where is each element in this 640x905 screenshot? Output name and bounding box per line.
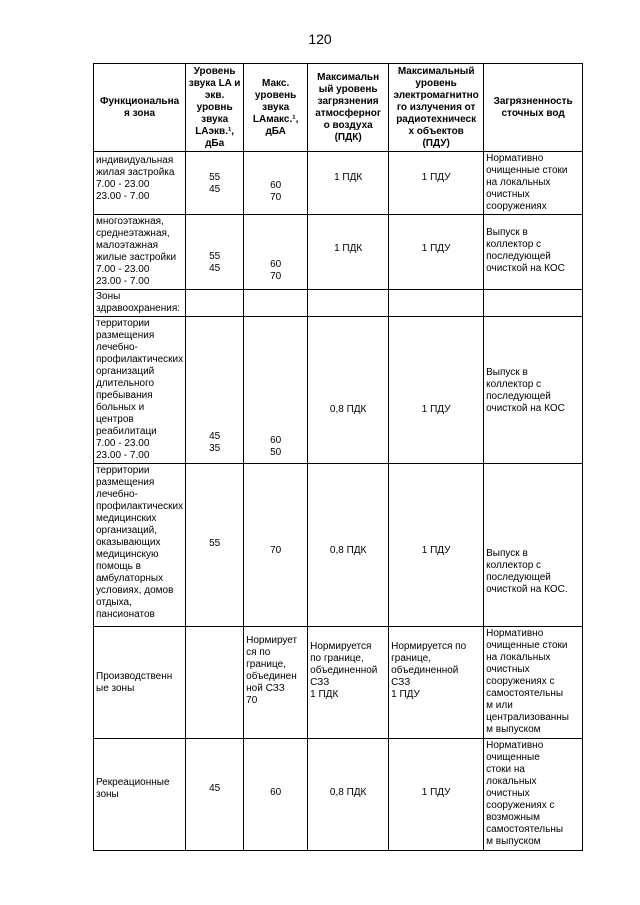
cell-line: условиях, домов xyxy=(96,585,174,596)
cell-line: очищенные xyxy=(486,752,540,763)
cell-line: 35 xyxy=(209,443,221,454)
cell-line: реабилитаци xyxy=(96,426,157,437)
cell-line: по границе, xyxy=(310,653,364,664)
cell-line: индивидуальная xyxy=(96,155,174,166)
cell-line: 1 ПДУ xyxy=(421,172,451,183)
cell-line: о воздуха xyxy=(323,119,373,131)
cell-line: коллектор с xyxy=(486,239,542,250)
page-number: 120 xyxy=(308,31,332,47)
cell-line: Нормируется по xyxy=(391,641,467,652)
cell-line: ый уровень xyxy=(318,83,378,95)
cell-line: ся по xyxy=(246,647,271,658)
header-air-pollution xyxy=(308,64,389,152)
cell-line: центров xyxy=(96,414,134,425)
cell-line: 1 ПДК xyxy=(334,243,363,254)
emr-cell xyxy=(389,464,484,627)
cell-line: 0,8 ПДК xyxy=(329,787,367,798)
cell-line: 55 xyxy=(209,538,221,549)
cell-line: коллектор с xyxy=(486,560,542,571)
header-wastewater xyxy=(484,64,583,152)
cell-line: возможным xyxy=(486,812,540,823)
cell-line: стоки на xyxy=(486,764,525,775)
cell-line: звука xyxy=(262,101,290,113)
cell-line: экв. xyxy=(204,89,225,101)
cell-line: оказывающих xyxy=(96,537,161,548)
cell-line: очистных xyxy=(486,664,530,675)
water-cell xyxy=(484,739,583,851)
cell-line: атмосферног xyxy=(315,107,382,119)
water-cell xyxy=(484,627,583,739)
cell-line: больных и xyxy=(96,402,145,413)
emr-cell xyxy=(389,215,484,290)
cell-line: Производственн xyxy=(96,671,173,682)
emr-cell xyxy=(389,739,484,851)
cell-line: сооружениях с xyxy=(486,676,555,687)
cell-line: я зона xyxy=(124,107,156,119)
cell-line: уровень xyxy=(415,77,457,89)
cell-line: Нормируется xyxy=(310,641,372,652)
cell-line: последующей xyxy=(486,391,551,402)
cell-line: централизованны xyxy=(486,712,569,723)
cell-line: очистных xyxy=(486,788,530,799)
cell-line: очищенные стоки xyxy=(486,640,568,651)
cell-line: 60 xyxy=(270,787,282,798)
cell-line: очисткой на КОС xyxy=(486,263,565,274)
cell-line: (ПДК) xyxy=(334,131,362,143)
emr-cell xyxy=(389,317,484,464)
cell-line: 70 xyxy=(270,545,282,556)
cell-line: жилые застройки xyxy=(96,252,177,263)
cell-line: медицинскую xyxy=(96,549,159,560)
water-cell xyxy=(484,152,583,215)
cell-line: на локальных xyxy=(486,177,551,188)
emr-cell xyxy=(389,152,484,215)
la-eq-cell xyxy=(186,317,244,464)
table-row xyxy=(94,627,583,739)
cell-line: размещения xyxy=(96,330,155,341)
cell-line: 0,8 ПДК xyxy=(329,545,367,556)
cell-line: пребывания xyxy=(96,390,153,401)
cell-line: отдыха, xyxy=(96,597,132,608)
header-row xyxy=(94,64,583,152)
cell-line: профилактических xyxy=(96,354,184,365)
la-max-cell xyxy=(244,317,308,464)
cell-line: 1 ПДУ xyxy=(421,404,451,415)
cell-line: 7.00 - 23.00 xyxy=(96,264,150,275)
cell-line: 23.00 - 7.00 xyxy=(96,191,150,202)
cell-line: Выпуск в xyxy=(486,548,528,559)
cell-line: коллектор с xyxy=(486,379,542,390)
cell-line: медицинских xyxy=(96,513,157,524)
cell-line: Выпуск в xyxy=(486,227,528,238)
air-cell xyxy=(308,739,389,851)
header-la-eq xyxy=(186,64,244,152)
emr-cell xyxy=(389,290,484,317)
cell-line: звука xyxy=(201,113,229,125)
cell-line: размещения xyxy=(96,477,155,488)
cell-line: 50 xyxy=(270,447,282,458)
header-emr xyxy=(389,64,484,152)
cell-line: пансионатов xyxy=(96,609,155,620)
cell-line: многоэтажная, xyxy=(96,216,164,227)
la-eq-cell xyxy=(186,627,244,739)
la-eq-cell xyxy=(186,739,244,851)
la-max-cell xyxy=(244,215,308,290)
cell-line: LAэкв.¹, xyxy=(195,125,235,137)
cell-line: Нормирует xyxy=(246,635,298,646)
la-max-cell xyxy=(244,464,308,627)
la-eq-cell xyxy=(186,290,244,317)
cell-line: объединенной xyxy=(310,665,378,676)
cell-line: жилая застройка xyxy=(96,167,175,178)
zone-cell xyxy=(94,739,186,851)
cell-line: LAмакс.¹, xyxy=(252,113,299,125)
cell-line: самостоятельны xyxy=(486,688,564,699)
cell-line: Нормативно xyxy=(486,153,544,164)
cell-line: Функциональна xyxy=(99,95,180,107)
cell-line: 7.00 - 23.00 xyxy=(96,179,150,190)
cell-line: 1 ПДК xyxy=(334,172,363,183)
cell-line: 60 xyxy=(270,435,282,446)
cell-line: организаций, xyxy=(96,525,158,536)
water-cell xyxy=(484,464,583,627)
cell-line: радиотехническ xyxy=(396,113,477,125)
cell-line: самостоятельны xyxy=(486,824,564,835)
cell-line: амбулаторных xyxy=(96,573,164,584)
cell-line: длительного xyxy=(96,378,155,389)
cell-line: территории xyxy=(96,318,150,329)
la-max-cell xyxy=(244,152,308,215)
cell-line: СЗЗ xyxy=(310,677,330,688)
cell-line: Выпуск в xyxy=(486,367,528,378)
cell-line: Макс. xyxy=(262,77,290,89)
cell-line: территории xyxy=(96,465,150,476)
table-row xyxy=(94,290,583,317)
la-eq-cell xyxy=(186,215,244,290)
zone-cell xyxy=(94,627,186,739)
cell-line: 70 xyxy=(246,695,258,706)
zone-cell xyxy=(94,317,186,464)
cell-line: 70 xyxy=(270,271,282,282)
cell-line: Загрязненность xyxy=(493,95,573,107)
cell-line: сооружениях xyxy=(486,201,547,212)
cell-line: малоэтажная xyxy=(96,240,159,251)
la-eq-cell xyxy=(186,152,244,215)
air-cell xyxy=(308,627,389,739)
cell-line: 7.00 - 23.00 xyxy=(96,438,150,449)
cell-line: 45 xyxy=(209,263,221,274)
cell-line: объединенной xyxy=(391,665,459,676)
emr-cell xyxy=(389,627,484,739)
cell-line: 1 ПДК xyxy=(310,689,339,700)
cell-line: (ПДУ) xyxy=(422,137,450,149)
cell-line: на локальных xyxy=(486,652,551,663)
la-max-cell xyxy=(244,627,308,739)
cell-line: очистных xyxy=(486,189,530,200)
cell-line: го излучения от xyxy=(396,101,476,113)
cell-line: 1 ПДУ xyxy=(391,689,420,700)
la-eq-cell xyxy=(186,464,244,627)
zone-cell xyxy=(94,290,186,317)
cell-line: уровень xyxy=(254,89,297,101)
cell-line: 70 xyxy=(270,192,282,203)
cell-line: Рекреационные xyxy=(96,777,170,788)
cell-line: 1 ПДУ xyxy=(421,545,451,556)
cell-line: 45 xyxy=(209,783,221,794)
cell-line: Уровень xyxy=(193,65,236,77)
zone-cell xyxy=(94,464,186,627)
cell-line: 45 xyxy=(209,431,221,442)
water-cell xyxy=(484,317,583,464)
cell-line: очищенные стоки xyxy=(486,165,568,176)
la-max-cell xyxy=(244,290,308,317)
cell-line: загрязнения xyxy=(317,95,379,107)
cell-line: 60 xyxy=(270,180,282,191)
air-cell xyxy=(308,215,389,290)
cell-line: сооружениях с xyxy=(486,800,555,811)
cell-line: 1 ПДУ xyxy=(421,243,451,254)
zone-cell xyxy=(94,152,186,215)
cell-line: 55 xyxy=(209,172,221,183)
cell-line: СЗЗ xyxy=(391,677,411,688)
cell-line: Максимальн xyxy=(317,71,380,83)
air-cell xyxy=(308,464,389,627)
cell-line: х объектов xyxy=(408,125,464,137)
cell-line: организаций xyxy=(96,366,155,377)
cell-line: м или xyxy=(486,700,513,711)
cell-line: сточных вод xyxy=(501,107,565,119)
cell-line: локальных xyxy=(486,776,537,787)
cell-line: зоны xyxy=(96,789,119,800)
air-cell xyxy=(308,290,389,317)
cell-line: 23.00 - 7.00 xyxy=(96,276,150,287)
cell-line: Нормативно xyxy=(486,628,544,639)
cell-line: м выпуском xyxy=(486,724,541,735)
cell-line: уровнь xyxy=(196,101,233,113)
cell-line: очисткой на КОС xyxy=(486,403,565,414)
cell-line: последующей xyxy=(486,251,551,262)
cell-line: Максимальный xyxy=(397,65,475,77)
zoning-norms-table xyxy=(93,63,583,851)
cell-line: 1 ПДУ xyxy=(421,787,451,798)
cell-line: ые зоны xyxy=(96,683,135,694)
cell-line: лечебно- xyxy=(96,342,138,353)
cell-line: профилактических xyxy=(96,501,184,512)
cell-line: помощь в xyxy=(96,561,141,572)
cell-line: м выпуском xyxy=(486,836,541,847)
cell-line: 60 xyxy=(270,259,282,270)
header-la-max xyxy=(244,64,308,152)
cell-line: дБа xyxy=(205,137,225,149)
cell-line: дБА xyxy=(265,125,286,137)
air-cell xyxy=(308,152,389,215)
cell-line: лечебно- xyxy=(96,489,138,500)
cell-line: границе, xyxy=(391,653,431,664)
cell-line: электромагнитно xyxy=(393,89,479,101)
cell-line: звука LA и xyxy=(188,77,241,89)
table-row xyxy=(94,152,583,215)
table-row xyxy=(94,739,583,851)
cell-line: здравоохранения: xyxy=(96,303,181,314)
cell-line: среднеэтажная, xyxy=(96,228,170,239)
cell-line: Нормативно xyxy=(486,740,544,751)
cell-line: 55 xyxy=(209,251,221,262)
cell-line: ной СЗЗ xyxy=(246,683,285,694)
table-row xyxy=(94,464,583,627)
header-zone xyxy=(94,64,186,152)
water-cell xyxy=(484,290,583,317)
cell-line: Зоны xyxy=(96,291,121,302)
cell-line: границе, xyxy=(246,659,286,670)
water-cell xyxy=(484,215,583,290)
cell-line: очисткой на КОС. xyxy=(486,584,568,595)
la-max-cell xyxy=(244,739,308,851)
table-row xyxy=(94,215,583,290)
cell-line: 0,8 ПДК xyxy=(329,404,367,415)
cell-line: объединен xyxy=(246,671,297,682)
zone-cell xyxy=(94,215,186,290)
table-row xyxy=(94,317,583,464)
air-cell xyxy=(308,317,389,464)
cell-line: 45 xyxy=(209,184,221,195)
cell-line: последующей xyxy=(486,572,551,583)
cell-line: 23.00 - 7.00 xyxy=(96,450,150,461)
